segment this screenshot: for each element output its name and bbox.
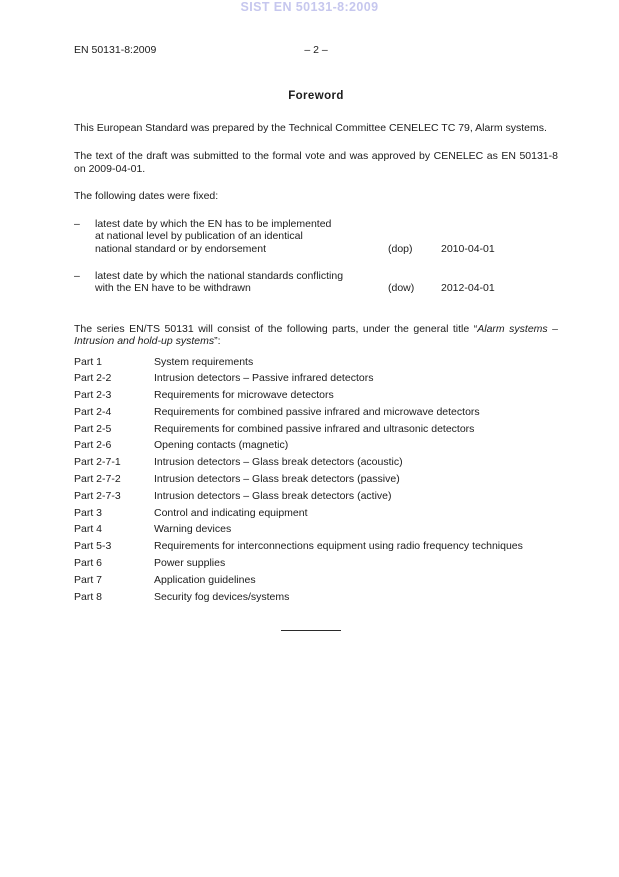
part-row: [74, 421, 558, 438]
part-row: [74, 387, 558, 404]
fixed-date-line: latest date by which the EN has to be implemented: [95, 217, 332, 230]
part-number: Part 4: [74, 523, 103, 536]
part-title: Requirements for combined passive infrared and ultrasonic detectors: [154, 422, 475, 435]
fixed-date-item-dow: [74, 270, 558, 295]
series-intro-text: The series EN/TS 50131 will consist of the following parts, under the general title “: [74, 322, 478, 335]
part-number: Part 6: [74, 557, 103, 570]
parts-list: [74, 354, 558, 606]
part-number: Part 2-2: [74, 372, 112, 385]
part-row: [74, 370, 558, 387]
part-row: [74, 521, 558, 538]
part-title: System requirements: [154, 355, 254, 368]
series-general-title-part2: Intrusion and hold-up systems: [74, 335, 215, 348]
part-number: Part 7: [74, 573, 103, 586]
date-abbreviation-dop: (dop): [388, 242, 413, 255]
series-intro-line1: [74, 323, 558, 336]
part-row: [74, 589, 558, 606]
part-number: Part 2-7-1: [74, 456, 121, 469]
part-title: Warning devices: [154, 523, 232, 536]
header-page-number: – 2 –: [304, 44, 328, 56]
fixed-date-line: with the EN have to be withdrawn: [95, 282, 251, 295]
part-title: Control and indicating equipment: [154, 506, 308, 519]
part-title: Power supplies: [154, 557, 226, 570]
part-row: [74, 538, 558, 555]
header-standard-ref: EN 50131-8:2009: [74, 44, 157, 56]
paragraph-series-intro: [74, 323, 558, 348]
dash-bullet: –: [74, 217, 80, 230]
part-number: Part 2-6: [74, 439, 112, 452]
fixed-date-item-dop: [74, 218, 558, 256]
paragraph-prepared-by: This European Standard was prepared by the Technical Committee CENELEC TC 79, Alarm systems.: [74, 122, 547, 134]
paragraph-formal-vote: [74, 150, 558, 175]
part-row: [74, 454, 558, 471]
part-title: Intrusion detectors – Glass break detectors (acoustic): [154, 456, 403, 469]
part-row: [74, 572, 558, 589]
part-title: Intrusion detectors – Glass break detectors (active): [154, 489, 392, 502]
part-title: Requirements for combined passive infrared and microwave detectors: [154, 405, 480, 418]
fixed-date-line: at national level by publication of an identical: [95, 230, 303, 243]
part-row: [74, 488, 558, 505]
fixed-date-line: national standard or by endorsement: [95, 242, 267, 255]
part-title: Requirements for microwave detectors: [154, 389, 334, 402]
part-row: [74, 404, 558, 421]
part-number: Part 1: [74, 355, 103, 368]
series-intro-line2: [74, 335, 558, 348]
date-abbreviation-dow: (dow): [388, 282, 415, 295]
part-number: Part 2-5: [74, 422, 112, 435]
part-number: Part 8: [74, 590, 103, 603]
part-title: Intrusion detectors – Passive infrared detectors: [154, 372, 374, 385]
part-title: Opening contacts (magnetic): [154, 439, 289, 452]
date-value-dop: 2010-04-01: [441, 242, 495, 255]
separator-rule: [281, 630, 341, 631]
paragraph-dates-intro: The following dates were fixed:: [74, 190, 219, 202]
part-number: Part 2-3: [74, 389, 112, 402]
part-row: [74, 555, 558, 572]
dash-bullet: –: [74, 269, 80, 282]
series-general-title-part1: Alarm systems –: [477, 322, 558, 335]
part-title: Application guidelines: [154, 573, 256, 586]
series-intro-suffix: ”:: [214, 335, 221, 348]
part-row: [74, 354, 558, 371]
watermark-standard-id: SIST EN 50131-8:2009: [240, 0, 379, 14]
part-number: Part 2-4: [74, 405, 112, 418]
paragraph-formal-vote-line2: on 2009-04-01.: [74, 162, 146, 175]
section-title: Foreword: [288, 90, 344, 102]
part-title: Security fog devices/systems: [154, 590, 290, 603]
part-title: Intrusion detectors – Glass break detectors (passive): [154, 473, 400, 486]
part-number: Part 2-7-3: [74, 489, 121, 502]
fixed-date-line: latest date by which the national standards conflicting: [95, 269, 344, 282]
part-title: Requirements for interconnections equipment using radio frequency techniques: [154, 540, 523, 553]
date-value-dow: 2012-04-01: [441, 282, 495, 295]
part-number: Part 3: [74, 506, 103, 519]
part-row: [74, 471, 558, 488]
part-number: Part 2-7-2: [74, 473, 121, 486]
part-row: [74, 437, 558, 454]
part-row: [74, 505, 558, 522]
running-header: [74, 44, 558, 57]
part-number: Part 5-3: [74, 540, 112, 553]
paragraph-formal-vote-line1: The text of the draft was submitted to the formal vote and was approved by CENELEC as EN 50131-8: [74, 150, 558, 162]
